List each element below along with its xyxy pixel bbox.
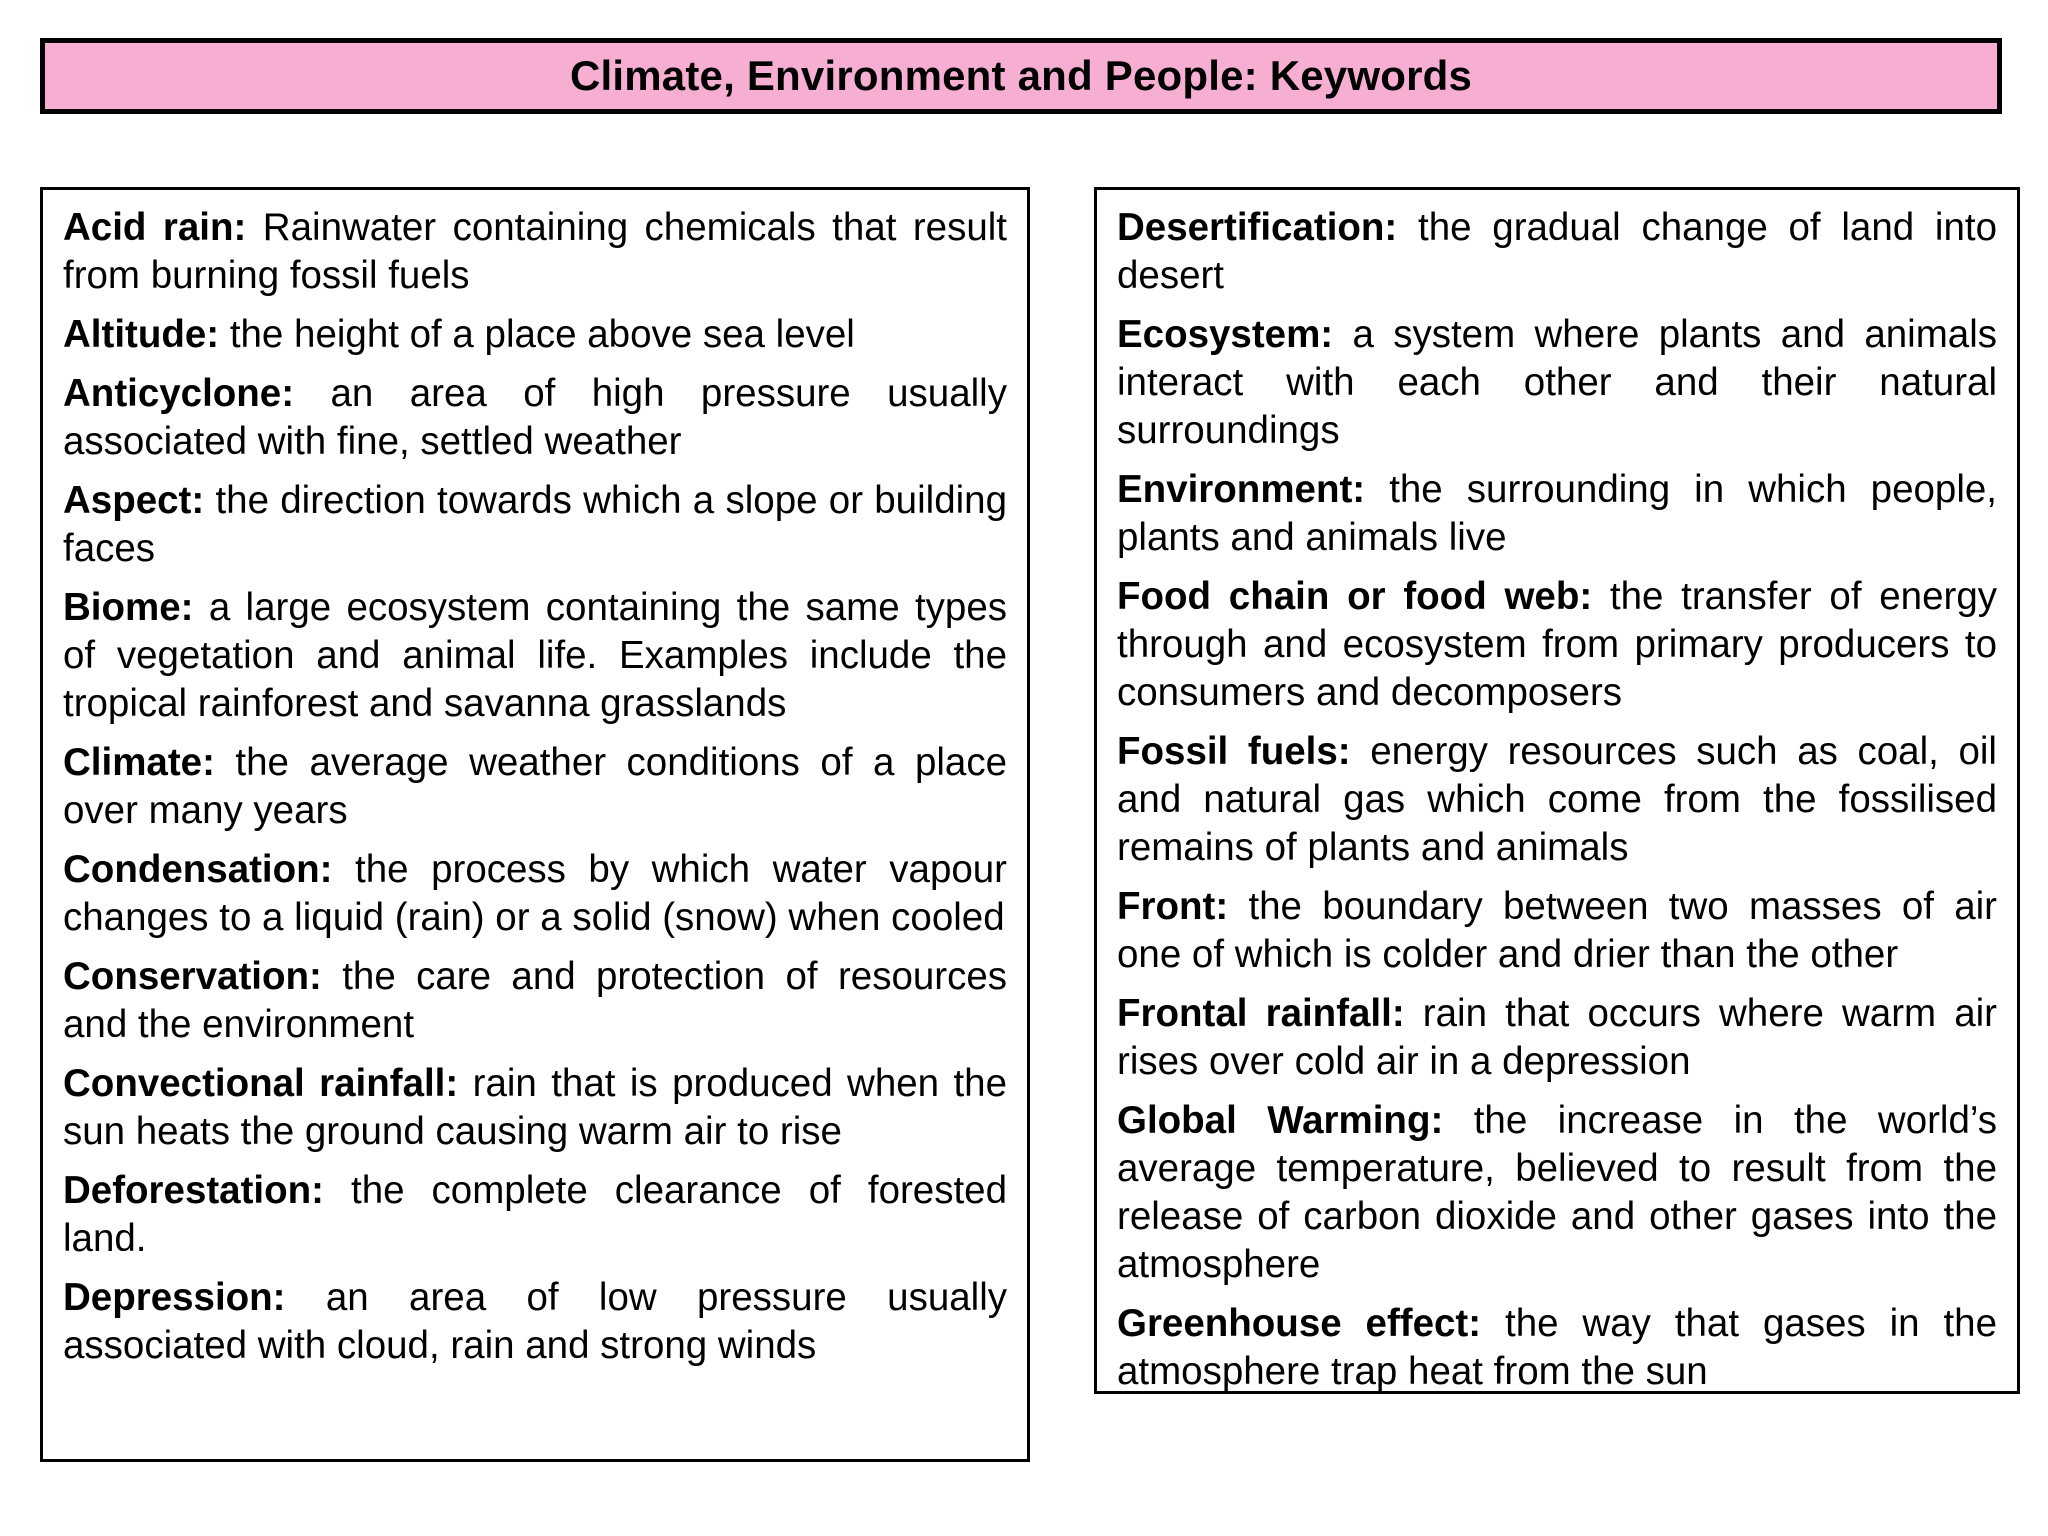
keyword-definition: an area of high pressure usually associated with fine, settled weather	[63, 372, 1007, 463]
keyword-entry	[63, 311, 1007, 359]
keyword-definition: the increase in the world’s average temperature, believed to result from the release of carbon dioxide and other gases into the atmosphere	[1117, 1099, 1997, 1286]
keyword-entry	[1117, 883, 1997, 979]
keyword-term: Frontal rainfall:	[1117, 992, 1405, 1035]
keyword-entry	[1117, 311, 1997, 455]
keyword-entry	[63, 1274, 1007, 1370]
keyword-term: Ecosystem:	[1117, 313, 1334, 356]
keyword-entry	[1117, 1097, 1997, 1289]
keyword-entry	[63, 477, 1007, 573]
keywords-box-left	[40, 187, 1030, 1462]
keyword-term: Acid rain:	[63, 206, 247, 249]
keyword-term: Climate:	[63, 741, 215, 784]
keyword-definition: a large ecosystem containing the same types of vegetation and animal life. Examples include the tropical rainforest and savanna grasslands	[63, 586, 1007, 725]
keyword-term: Deforestation:	[63, 1169, 324, 1212]
keyword-term: Global Warming:	[1117, 1099, 1444, 1142]
keyword-definition: the care and protection of resources and the environment	[63, 955, 1008, 1046]
title-banner	[40, 38, 2002, 114]
keyword-term: Conservation:	[63, 955, 322, 998]
keyword-entry	[63, 953, 1007, 1049]
keyword-entry	[63, 1060, 1007, 1156]
keyword-definition: energy resources such as coal, oil and natural gas which come from the fossilised remains of plants and animals	[1117, 730, 1997, 869]
keyword-term: Desertification:	[1117, 206, 1398, 249]
keyword-definition: the process by which water vapour changes to a liquid (rain) or a solid (snow) when cooled	[63, 848, 1008, 939]
keyword-definition: the surrounding in which people, plants and animals live	[1117, 468, 1997, 559]
keyword-definition: the transfer of energy through and ecosystem from primary producers to consumers and decomposers	[1117, 575, 1997, 714]
keyword-definition: the complete clearance of forested land.	[63, 1169, 1007, 1260]
keyword-term: Condensation:	[63, 848, 333, 891]
keyword-entry	[1117, 573, 1997, 717]
keyword-entry	[1117, 204, 1997, 300]
keyword-definition: an area of low pressure usually associated with cloud, rain and strong winds	[63, 1276, 1008, 1367]
keyword-definition: rain that is produced when the sun heats the ground causing warm air to rise	[63, 1062, 1007, 1153]
keyword-term: Anticyclone:	[63, 372, 295, 415]
keyword-definition: a system where plants and animals interact with each other and their natural surroundings	[1117, 313, 1997, 452]
keyword-definition: the height of a place above sea level	[229, 313, 855, 356]
keyword-entry	[63, 1167, 1007, 1263]
keyword-definition: the direction towards which a slope or building faces	[63, 479, 1007, 570]
keyword-term: Biome:	[63, 586, 194, 629]
keyword-definition: Rainwater containing chemicals that result from burning fossil fuels	[63, 206, 1007, 297]
keyword-entry	[1117, 728, 1997, 872]
keyword-term: Food chain or food web:	[1117, 575, 1593, 618]
keyword-term: Fossil fuels:	[1117, 730, 1351, 773]
keyword-definition: rain that occurs where warm air rises over cold air in a depression	[1117, 992, 1998, 1083]
keyword-entry	[63, 370, 1007, 466]
keyword-term: Aspect:	[63, 479, 205, 522]
keyword-entry	[1117, 1300, 1997, 1396]
keyword-term: Front:	[1117, 885, 1229, 928]
keyword-term: Depression:	[63, 1276, 286, 1319]
keyword-term: Greenhouse effect:	[1117, 1302, 1482, 1345]
keywords-box-right	[1094, 187, 2020, 1394]
keyword-entry	[63, 846, 1007, 942]
keyword-definition: the gradual change of land into desert	[1117, 206, 1997, 297]
keyword-entry	[1117, 466, 1997, 562]
keyword-term: Environment:	[1117, 468, 1366, 511]
keyword-entry	[63, 739, 1007, 835]
keyword-definition: the boundary between two masses of air one of which is colder and drier than the other	[1117, 885, 1997, 976]
keyword-definition: the average weather conditions of a place over many years	[63, 741, 1007, 832]
keyword-entry	[1117, 990, 1997, 1086]
page-title: Climate, Environment and People: Keywords	[569, 52, 1473, 99]
keyword-entry	[63, 204, 1007, 300]
keyword-term: Altitude:	[63, 313, 220, 356]
keyword-entry	[63, 584, 1007, 728]
keyword-definition: the way that gases in the atmosphere trap heat from the sun	[1117, 1302, 1997, 1393]
keyword-term: Convectional rainfall:	[63, 1062, 459, 1105]
